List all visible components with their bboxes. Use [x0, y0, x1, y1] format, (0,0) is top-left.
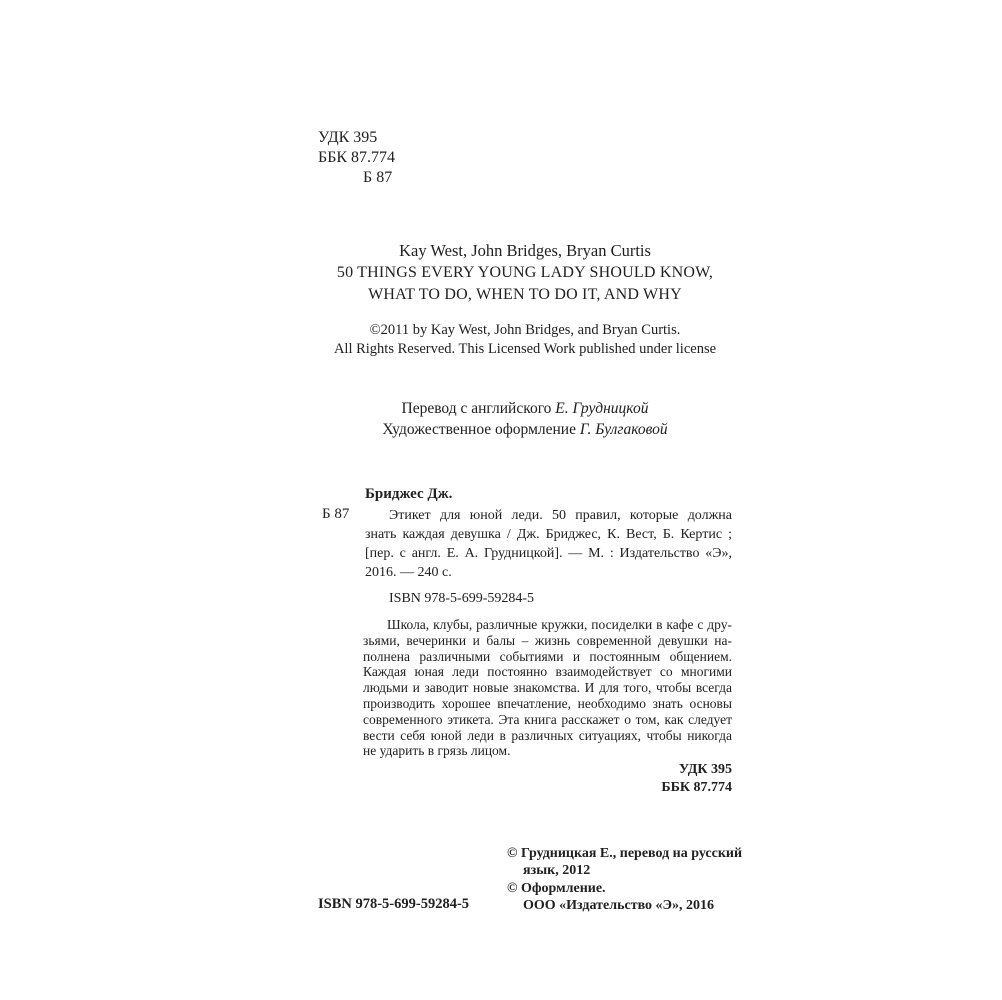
footer-copyright-line: © Грудницкая Е., перевод на русский [507, 846, 743, 861]
original-title-line2: WHAT TO DO, WHEN TO DO IT, AND WHY [368, 286, 682, 303]
annotation-line: не ударить в грязь лицом. [363, 743, 511, 759]
annotation-line: полнена различными событиями и постоянным общением. [363, 648, 732, 664]
original-copyright [318, 321, 732, 359]
catalog-record-line: 2016. — 240 с. [365, 565, 452, 580]
annotation [363, 617, 732, 759]
udk-code: УДК 395 [318, 129, 378, 146]
translator-name: Е. Грудницкой [555, 400, 649, 417]
design-credit-label: Художественное оформление [382, 421, 580, 438]
bbk-code: ББК 87.774 [318, 149, 396, 166]
footer-copyright-line: ООО «Издательство «Э», 2016 [523, 897, 715, 913]
annotation-line: вести себя юной леди в различных ситуациях, чтобы никогда [363, 727, 732, 743]
designer-name: Г. Булгаковой [579, 421, 668, 438]
bottom-udk-code: УДК 395 [678, 762, 732, 777]
annotation-line: Школа, клубы, различные кружки, посиделки в кафе с дру- [387, 617, 732, 632]
annotation-line: современного этикета. Эта книга расскажет о том, как следует [363, 711, 732, 727]
original-title-line1: 50 THINGS EVERY YOUNG LADY SHOULD KNOW, [336, 264, 714, 281]
bottom-bbk-code: ББК 87.774 [661, 780, 732, 795]
design-credit [318, 419, 732, 440]
catalog-record-line: знать каждая девушка / Дж. Бриджес, К. Вест, Б. Кертис ; [365, 527, 732, 542]
original-authors: Kay West, John Bridges, Bryan Curtis [399, 241, 651, 260]
translation-credit [318, 398, 732, 419]
bottom-classification-codes [365, 761, 732, 797]
footer-isbn: ISBN 978-5-699-59284-5 [318, 896, 470, 912]
footer-copyright-block [507, 845, 742, 914]
original-copyright-line1: ©2011 by Kay West, John Bridges, and Bryan Curtis. [369, 322, 681, 338]
catalog-isbn: ISBN 978-5-699-59284-5 [389, 591, 535, 606]
translation-credit-label: Перевод с английского [401, 400, 556, 417]
catalog-record-line: [пер. с англ. Е. А. Грудницкой]. — М. : Издательство «Э», [365, 546, 732, 561]
credits-block [318, 398, 732, 440]
footer-copyright-line: язык, 2012 [523, 863, 591, 879]
annotation-line: производить хорошее впечатление, необходимо знать основы [363, 695, 732, 711]
footer-copyright-line: © Оформление. [507, 880, 606, 896]
catalog-author-code: Б 87 [322, 506, 350, 522]
author-sign-code: Б 87 [363, 169, 393, 186]
original-copyright-line2: All Rights Reserved. This Licensed Work published under license [333, 341, 717, 357]
catalog-record-line: Этикет для юной леди. 50 правил, которые должна [389, 508, 732, 523]
top-classification-codes [318, 128, 395, 188]
annotation-line: зьями, вечеринки и балы – жизнь современной девушки на- [363, 632, 732, 648]
catalog-record [365, 506, 732, 582]
original-title [318, 262, 732, 306]
catalog-author-heading: Бриджес Дж. [365, 486, 453, 502]
annotation-line: Каждая юная леди постоянно взаимодействует со многими [363, 664, 732, 680]
annotation-line: людьми и заводит новые знакомства. И для того, чтобы всегда [363, 680, 732, 696]
